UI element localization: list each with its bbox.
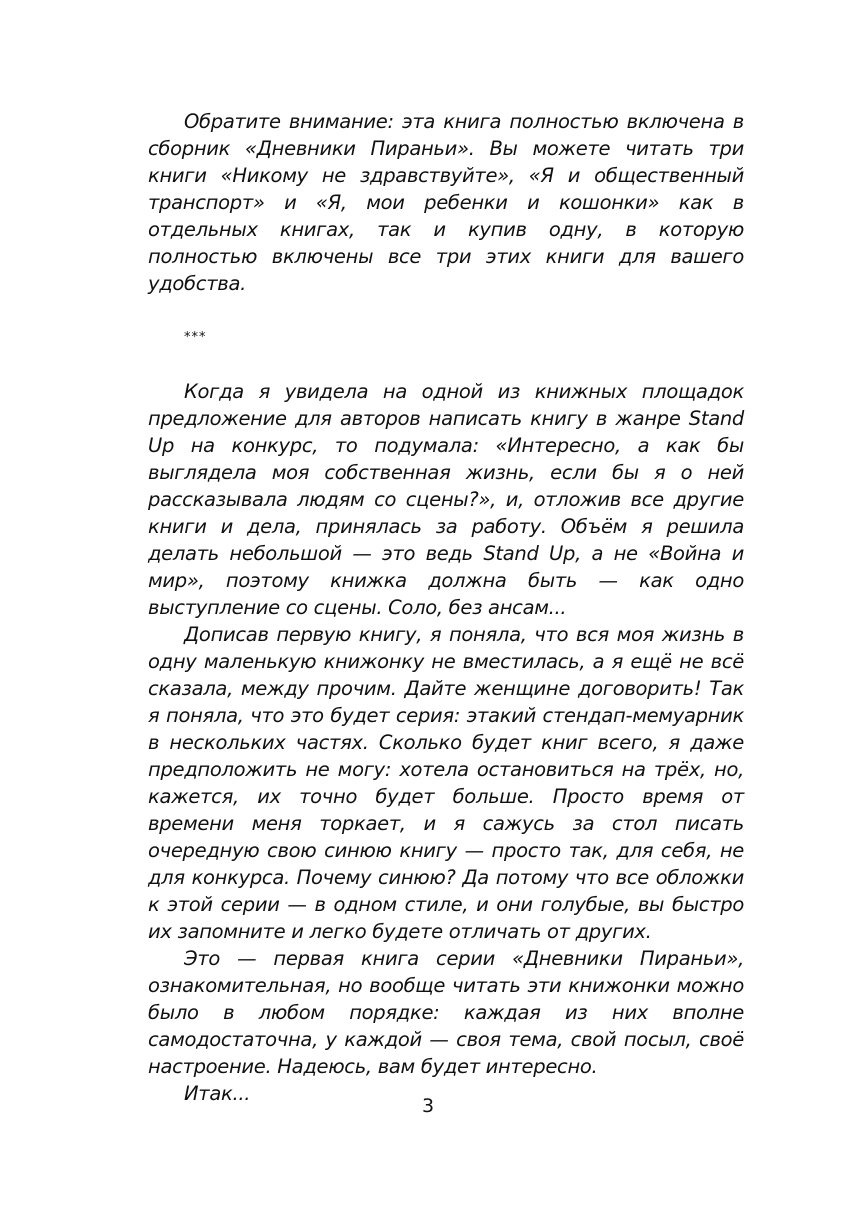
section-separator: *** <box>184 330 207 345</box>
body-paragraph: Это — первая книга серии «Дневники Пираньи», ознакомительная, но вообще читать эти книжонки можно было в любом порядке: каждая из них вполне самодостаточна, у каждой — своя тема, свой посыл, своё настроение. Надеюсь, вам будет интересно. <box>148 947 744 1078</box>
spacer <box>148 297 744 324</box>
page-number: 3 <box>421 1095 435 1117</box>
body-paragraph: Когда я увидела на одной из книжных площадок предложение для авторов написать книгу в жанре Stand Up на конкурс, то подумала: «Интересно, а как бы выглядела моя собственная жизнь, если бы я о ней рассказывала людям со сцены?», и, отложив все другие книги и дела, принялась за работу. Объём я решила делать небольшой — это ведь Stand Up, а не «Война и мир», поэтому книжка должна быть — как одно выступление со сцены. Соло, без ансам... <box>148 380 744 619</box>
spacer <box>148 351 744 378</box>
page-body <box>148 108 744 1107</box>
notice-paragraph: Обратите внимание: эта книга полностью включена в сборник «Дневники Пираньи». Вы можете читать три книги «Никому не здравствуйте», «Я и общественный транспорт» и «Я, мои ребенки и кошонки» как в отдельных книгах, так и купив одну, в которую полностью включены все три этих книги для вашего удобства. <box>148 110 744 295</box>
body-paragraph: Итак... <box>184 1082 251 1105</box>
body-paragraph: Дописав первую книгу, я поняла, что вся моя жизнь в одну маленькую книжонку не вместилась, а я ещё не всё сказала, между прочим. Дайте женщине договорить! Так я поняла, что это будет серия: этакий стендап-мемуарник в нескольких частях. Сколько будет книг всего, я даже предположить не могу: хотела остановиться на трёх, но, кажется, их точно будет больше. Просто время от времени меня торкает, и я сажусь за стол писать очередную свою синюю книгу — просто так, для себя, не для конкурса. Почему синюю? Да потому что все обложки к этой серии — в одном стиле, и они голубые, вы быстро их запомните и легко будете отличать от других. <box>148 623 744 943</box>
